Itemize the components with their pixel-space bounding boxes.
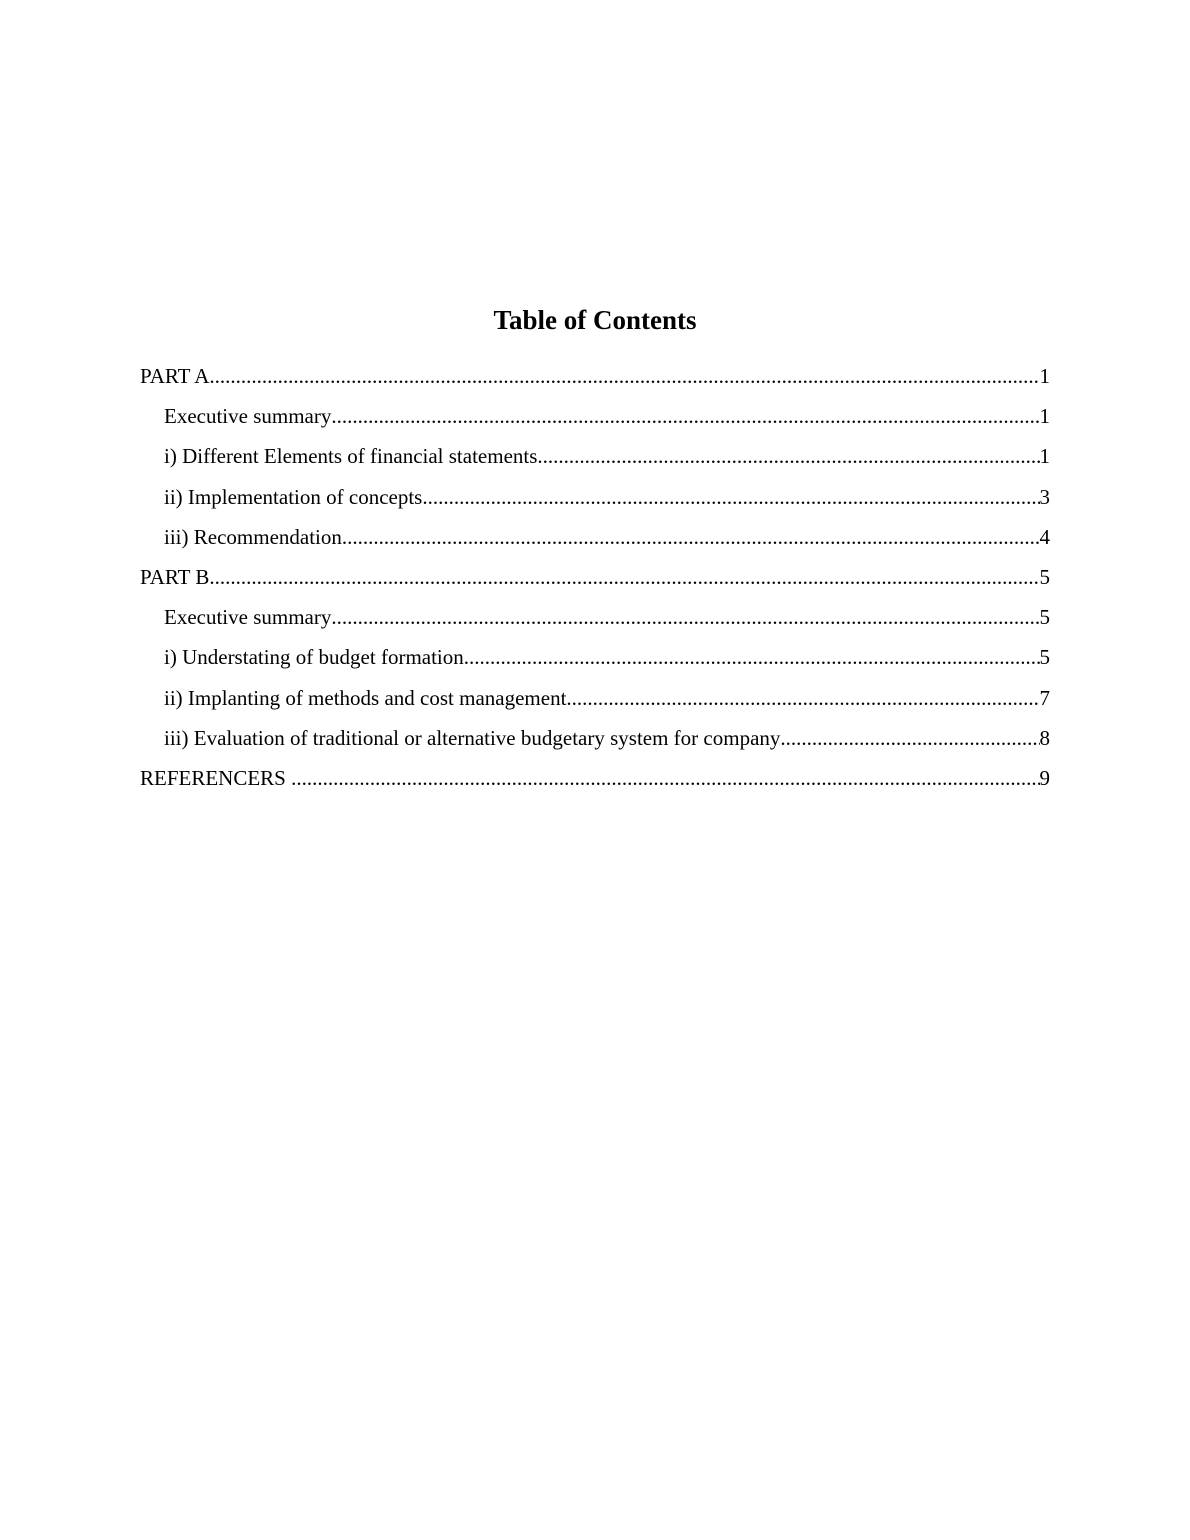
toc-page-number: 9 — [1039, 765, 1050, 790]
toc-page-number: 7 — [1039, 685, 1050, 710]
dot-leader — [331, 396, 1039, 436]
toc-entry-text: i) Understating of budget formation — [164, 645, 464, 670]
dot-leader — [464, 637, 1040, 677]
toc-entry-financial-statements[interactable] — [140, 436, 1050, 476]
toc-entry-part-a-executive-summary[interactable] — [140, 396, 1050, 436]
toc-entry-part-b-executive-summary[interactable] — [140, 597, 1050, 637]
toc-page-number: 1 — [1039, 444, 1050, 469]
dot-leader — [209, 557, 1039, 597]
toc-entry-cost-management[interactable] — [140, 678, 1050, 718]
toc-entry-text: ii) Implementation of concepts — [164, 484, 423, 509]
toc-entry-text: iii) Recommendation — [164, 524, 342, 549]
toc-entry-text: i) Different Elements of financial statements — [164, 444, 538, 469]
toc-entry-text: PART A — [140, 364, 210, 388]
toc-page-number: 1 — [1039, 404, 1050, 429]
toc-title: Table of Contents — [493, 305, 697, 335]
toc-entry-part-b[interactable] — [140, 557, 1050, 597]
toc-entry-part-a[interactable] — [140, 356, 1050, 396]
toc-entry-text: Executive summary — [164, 605, 332, 630]
dot-leader — [209, 356, 1039, 396]
toc-list — [140, 356, 1050, 798]
dot-leader — [331, 597, 1039, 637]
toc-entry-budget-formation[interactable] — [140, 637, 1050, 677]
toc-entry-recommendation[interactable] — [140, 517, 1050, 557]
toc-entry-text: Executive summary — [164, 404, 332, 429]
toc-page-number: 5 — [1039, 564, 1050, 589]
toc-page-number: 8 — [1039, 725, 1050, 750]
toc-entry-implementation-of-concepts[interactable] — [140, 477, 1050, 517]
toc-entry-text: PART B — [140, 564, 210, 589]
toc-entry-references[interactable] — [140, 758, 1050, 798]
toc-page-number: 5 — [1039, 645, 1050, 670]
dot-leader — [342, 517, 1040, 557]
toc-entry-budgetary-system[interactable] — [140, 718, 1050, 758]
dot-leader — [537, 436, 1039, 476]
toc-page-number: 4 — [1039, 524, 1050, 549]
toc-entry-text: REFERENCERS — [140, 765, 292, 790]
dot-leader — [291, 758, 1039, 798]
table-of-contents — [140, 300, 1050, 798]
toc-page-number: 3 — [1039, 484, 1050, 509]
toc-entry-text: ii) Implanting of methods and cost management — [164, 685, 567, 710]
toc-page-number: 1 — [1039, 364, 1050, 388]
toc-page-number: 5 — [1039, 605, 1050, 630]
dot-leader — [566, 678, 1039, 718]
dot-leader — [422, 477, 1039, 517]
toc-entry-text: iii) Evaluation of traditional or alternative budgetary system for company — [164, 725, 781, 750]
dot-leader — [780, 718, 1039, 758]
